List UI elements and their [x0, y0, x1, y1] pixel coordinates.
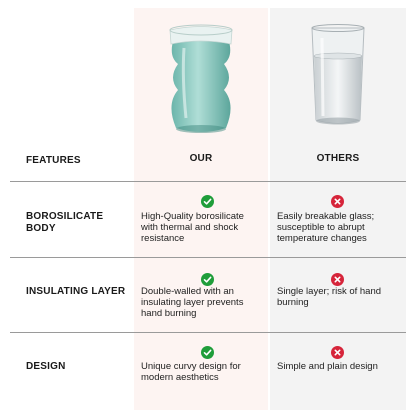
check-icon [201, 346, 214, 359]
our-heading: OUR [189, 153, 213, 164]
our-value: Double-walled with an insulating layer prevents hand burning [141, 286, 244, 319]
check-icon [201, 195, 214, 208]
feature-label: INSULATING LAYER [26, 286, 126, 297]
table-header [0, 139, 416, 181]
others-value: Simple and plain design [277, 361, 378, 372]
our-product-image [134, 8, 268, 139]
check-icon [201, 273, 214, 286]
others-value: Single layer; risk of hand burning [277, 286, 382, 308]
others-product-image [270, 8, 406, 139]
our-value: Unique curvy design for modern aesthetics [141, 361, 241, 383]
cross-icon [331, 273, 344, 286]
table-row [0, 258, 416, 332]
features-heading: FEATURES [26, 155, 81, 166]
cross-icon [331, 195, 344, 208]
others-value: Easily breakable glass; susceptible to abrupt temperature changes [277, 211, 375, 244]
wavy-glass-illustration [134, 8, 268, 139]
cross-icon [331, 346, 344, 359]
feature-label: BOROSILICATE BODY [26, 211, 104, 234]
plain-glass-illustration [270, 8, 406, 139]
feature-label: DESIGN [26, 361, 66, 372]
our-value: High-Quality borosilicate with thermal and shock resistance [141, 211, 244, 244]
table-row [0, 333, 416, 410]
others-heading: OTHERS [316, 153, 360, 164]
table-row [0, 182, 416, 257]
